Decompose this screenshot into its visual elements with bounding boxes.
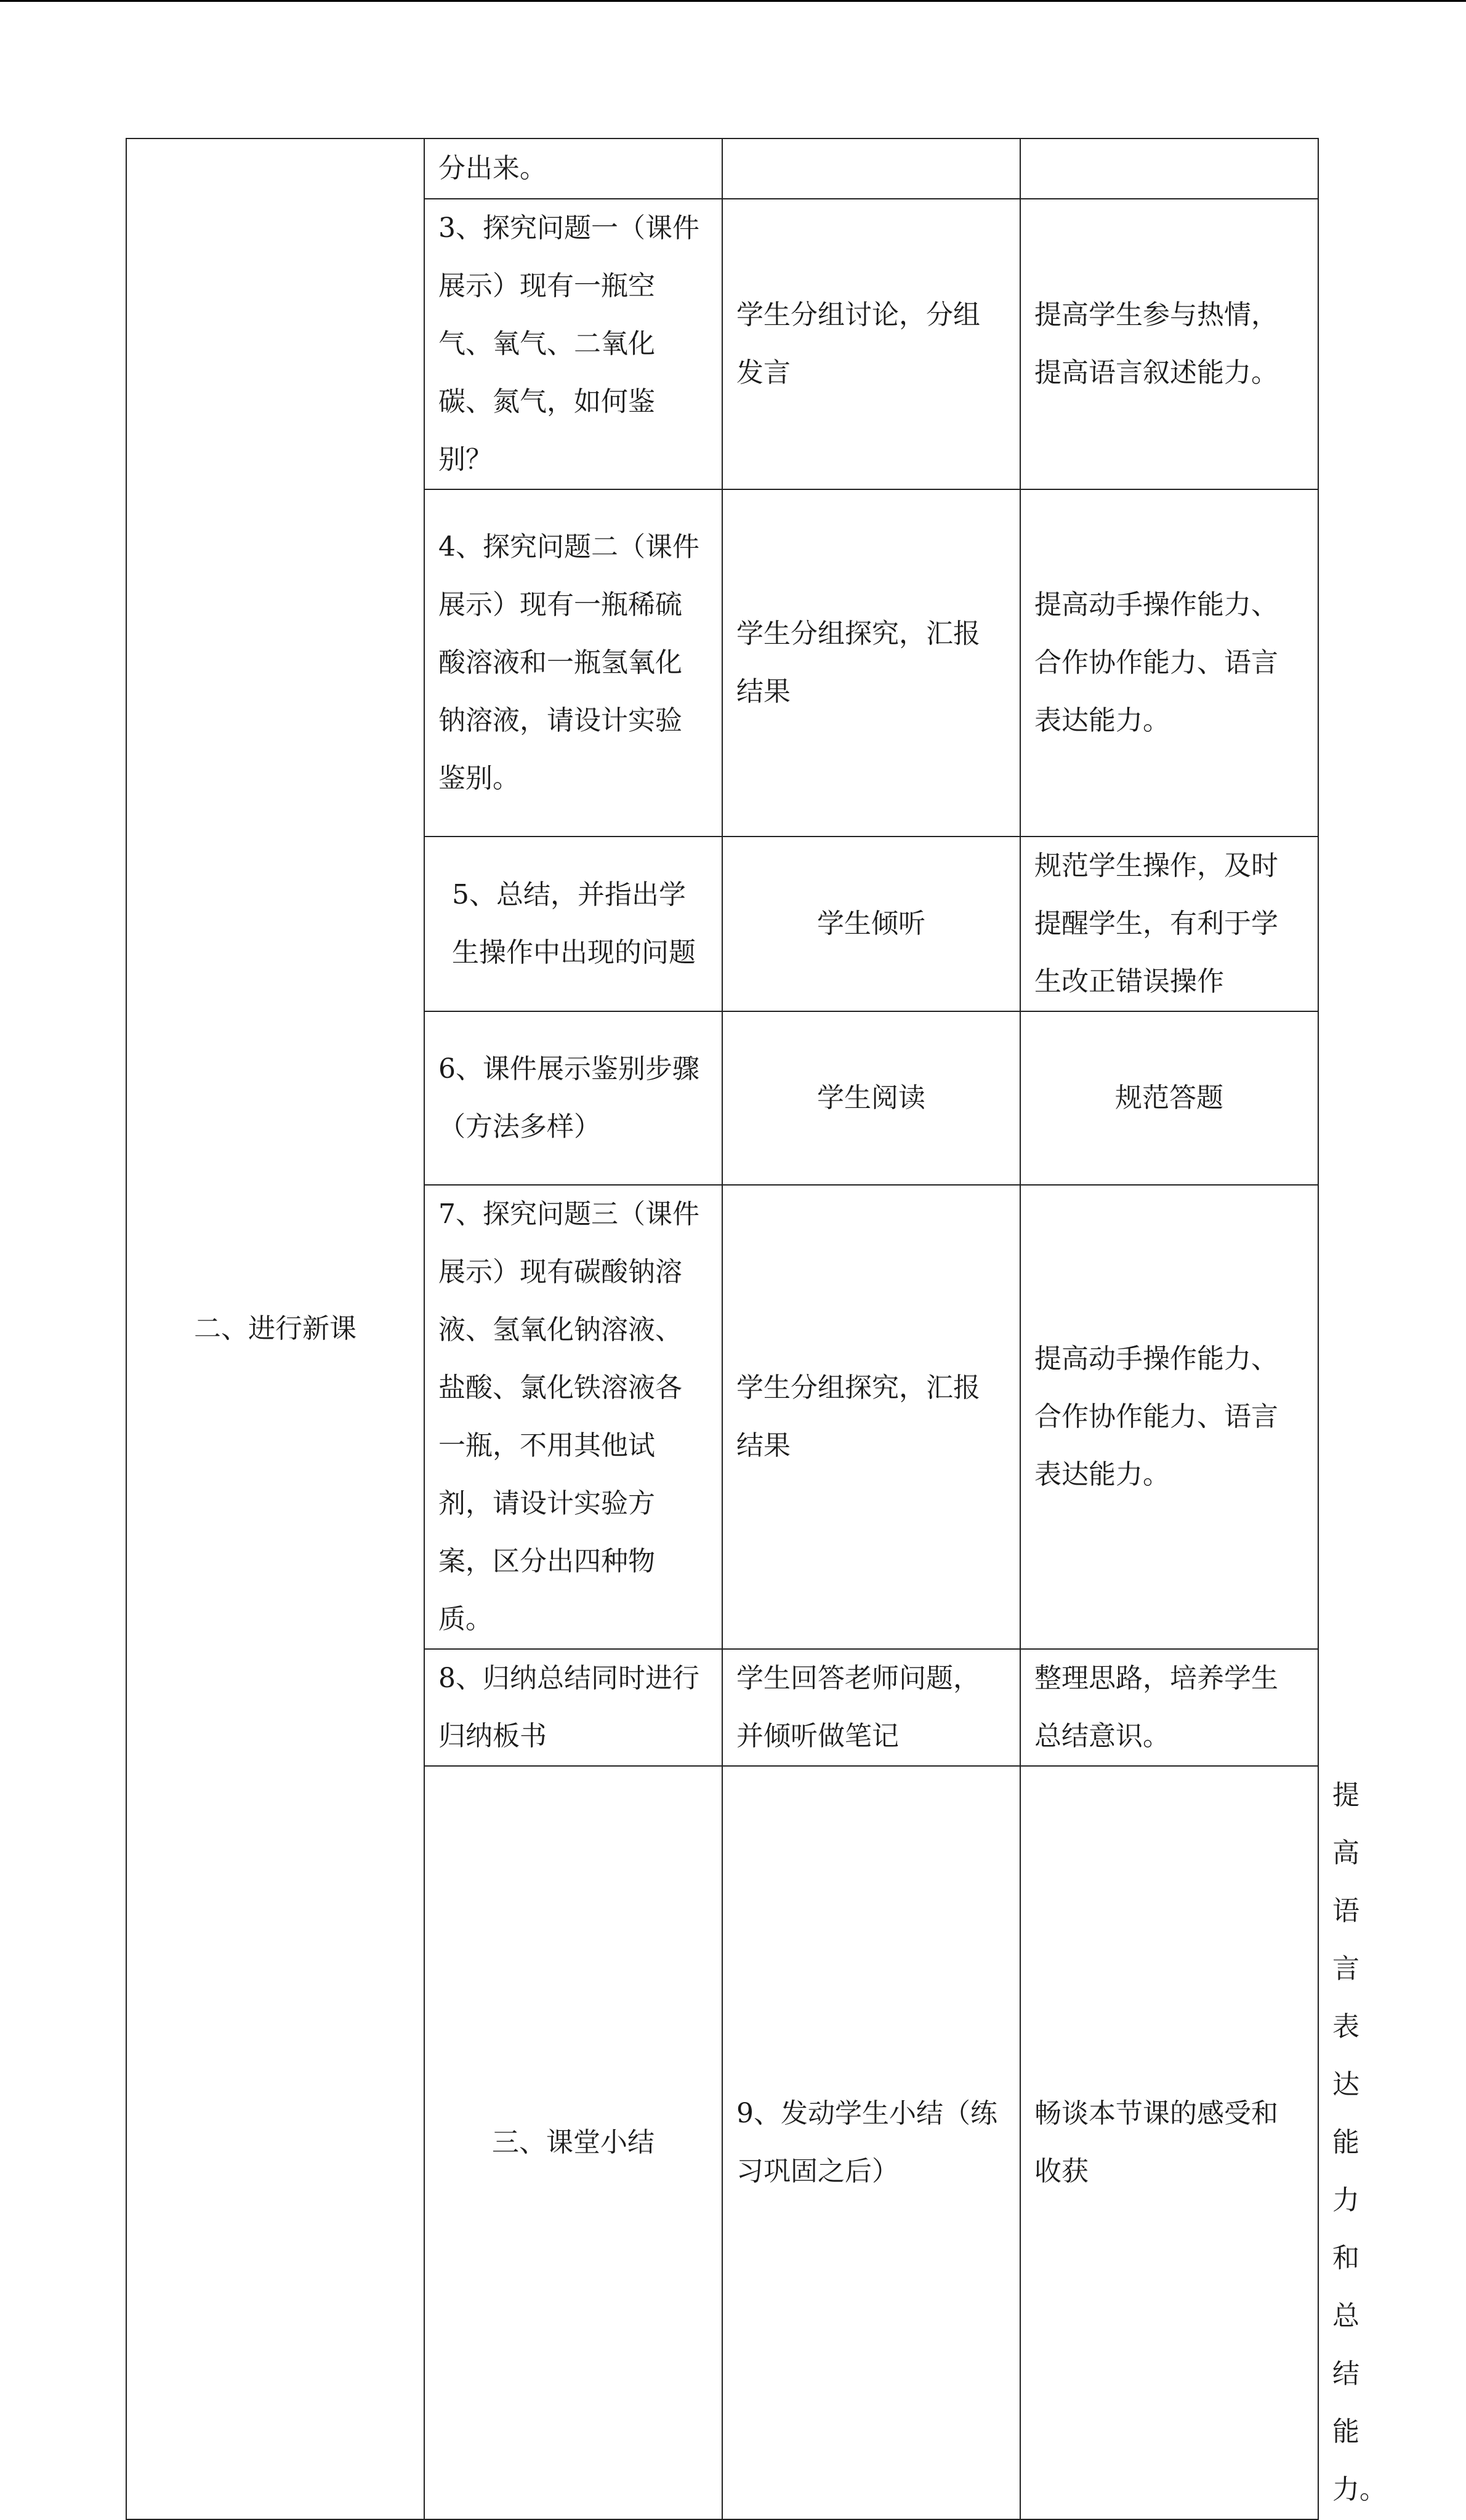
student-activity-text: 学生分组讨论，分组发言 xyxy=(736,299,980,388)
student-activity-cell xyxy=(722,138,1020,199)
student-activity-text: 学生分组探究，汇报结果 xyxy=(736,1372,980,1461)
stage-label: 二、进行新课 xyxy=(194,1313,356,1344)
teacher-activity-cell xyxy=(424,1649,722,1766)
design-intent-cell xyxy=(1020,199,1318,489)
student-activity-cell xyxy=(1020,1766,1318,2519)
student-activity-text: 学生回答老师问题，并倾听做笔记 xyxy=(736,1663,980,1752)
teacher-activity-text: 分出来。 xyxy=(438,153,547,184)
teacher-activity-cell xyxy=(424,1185,722,1649)
student-activity-cell xyxy=(722,199,1020,489)
teacher-activity-cell xyxy=(424,837,722,1011)
design-intent-cell xyxy=(1020,1011,1318,1185)
student-activity-text: 畅谈本节课的感受和收获 xyxy=(1034,2098,1278,2187)
student-activity-cell xyxy=(722,1185,1020,1649)
student-activity-cell xyxy=(722,489,1020,837)
stage-cell-new-lesson xyxy=(126,138,424,2519)
teacher-activity-text: 7、探究问题三（课件展示）现有碳酸钠溶液、氢氧化钠溶液、盐酸、氯化铁溶液各一瓶，不用其他试剂，请设计实验方案，区分出四种物质。 xyxy=(438,1198,699,1635)
design-intent-cell xyxy=(1020,1649,1318,1766)
student-activity-text: 学生阅读 xyxy=(817,1082,925,1114)
table-row: 三、课堂小结 9、发动学生小结（练习巩固之后） 畅谈本节课的感受和收获 提高语言表达能力和总结能力。 xyxy=(126,1766,1318,2519)
teacher-activity-cell xyxy=(424,1011,722,1185)
student-activity-text: 学生倾听 xyxy=(817,908,925,939)
teacher-activity-cell xyxy=(424,199,722,489)
teacher-activity-text: 3、探究问题一（课件展示）现有一瓶空气、氧气、二氧化碳、氮气，如何鉴别？ xyxy=(438,212,699,475)
design-intent-cell xyxy=(1020,837,1318,1011)
design-intent-text: 提高学生参与热情，提高语言叙述能力。 xyxy=(1034,299,1278,388)
design-intent-text: 规范答题 xyxy=(1115,1082,1223,1114)
design-intent-text: 规范学生操作，及时提醒学生，有利于学生改正错误操作 xyxy=(1034,850,1278,997)
teacher-activity-cell xyxy=(424,489,722,837)
design-intent-text: 提高动手操作能力、合作协作能力、语言表达能力。 xyxy=(1034,589,1278,736)
design-intent-cell xyxy=(1020,138,1318,199)
teacher-activity-text: 8、归纳总结同时进行归纳板书 xyxy=(438,1663,699,1752)
student-activity-text: 学生分组探究，汇报结果 xyxy=(736,618,980,707)
teacher-activity-text: 5、总结，并指出学生操作中出现的问题 xyxy=(452,879,696,968)
design-intent-text: 提高动手操作能力、合作协作能力、语言表达能力。 xyxy=(1034,1343,1278,1490)
student-activity-cell xyxy=(722,837,1020,1011)
teacher-activity-text: 9、发动学生小结（练习巩固之后） xyxy=(736,2098,997,2187)
teacher-activity-cell xyxy=(424,138,722,199)
table-row xyxy=(126,138,1318,199)
page-top-border xyxy=(0,0,1466,2)
stage-cell-summary xyxy=(424,1766,722,2519)
teacher-activity-text: 6、课件展示鉴别步骤（方法多样） xyxy=(438,1053,699,1142)
stage-label: 三、课堂小结 xyxy=(492,2127,654,2158)
teacher-activity-text: 4、探究问题二（课件展示）现有一瓶稀硫酸溶液和一瓶氢氧化钠溶液，请设计实验鉴别。 xyxy=(438,531,699,794)
lesson-plan-table xyxy=(126,138,1387,2520)
student-activity-cell xyxy=(722,1011,1020,1185)
design-intent-text: 整理思路，培养学生总结意识。 xyxy=(1034,1663,1278,1752)
design-intent-cell xyxy=(1020,489,1318,837)
student-activity-cell xyxy=(722,1649,1020,1766)
teacher-activity-cell xyxy=(722,1766,1020,2519)
design-intent-cell xyxy=(1020,1185,1318,1649)
